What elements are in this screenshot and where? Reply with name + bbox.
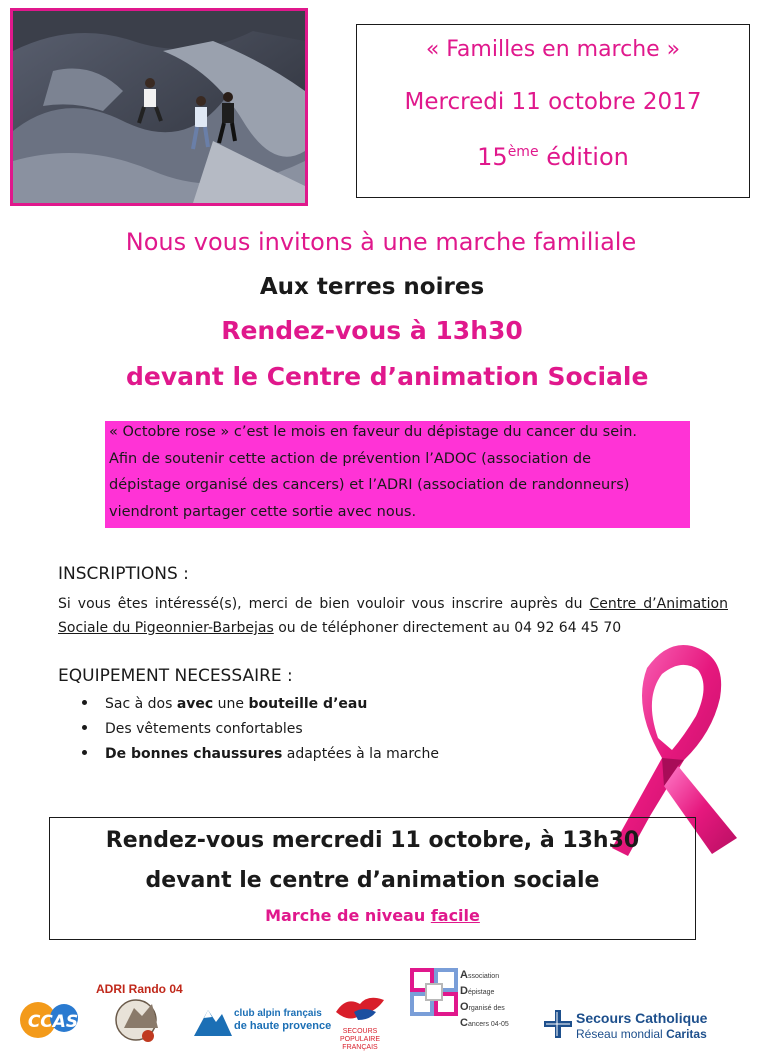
secours-populaire-logo (330, 990, 390, 1051)
equipment-item: De bonnes chaussures adaptées à la marche (82, 746, 439, 762)
adri-rando-logo (96, 978, 182, 1044)
rendezvous-place: devant le centre d’animation sociale (145, 868, 600, 893)
rendezvous-line: Rendez-vous mercredi 11 octobre, à 13h30 (105, 828, 640, 853)
event-header-box (356, 24, 750, 198)
club-alpin-logo (192, 1000, 332, 1040)
caritas-cross-icon (544, 1010, 572, 1038)
edition (357, 143, 749, 171)
hike-photo (10, 8, 308, 206)
octobre-rose-line: viendront partager cette sortie avec nous. (109, 504, 417, 520)
club-alpin-line1: club alpin français (234, 1008, 322, 1019)
club-alpin-line2: de haute provence (234, 1020, 332, 1032)
secours-populaire-text: SECOURS POPULAIRE FRANÇAIS (339, 1028, 381, 1051)
secours-catholique-logo (544, 1008, 724, 1044)
meeting-time: Rendez-vous à 13h30 (221, 316, 523, 345)
event-date: Mercredi 11 octobre 2017 (404, 89, 702, 115)
ccas-logo (18, 998, 88, 1040)
edition-word: édition (546, 143, 629, 171)
inscriptions-text-end: ou de téléphoner directement au 04 92 64 45 70 (273, 620, 622, 636)
equipment-item: Des vêtements confortables (82, 721, 303, 737)
invitation-line: Nous vous invitons à une marche familiale (125, 228, 637, 256)
walk-level-value: facile (430, 906, 480, 925)
edition-number: 15 (477, 143, 508, 171)
equipment-item: Sac à dos avec une bouteille d’eau (82, 696, 367, 712)
bottom-rendezvous-box (49, 817, 696, 940)
octobre-rose-line: Afin de soutenir cette action de prévention l’ADOC (association de (109, 451, 591, 467)
ccas-logo-text: CCAS (27, 1012, 79, 1032)
adoc-logo (410, 968, 514, 1028)
adoc-text: Association Dépistage Organisé des Cancers 04-05 (460, 969, 509, 1029)
meeting-place: devant le Centre d’animation Sociale (126, 362, 649, 391)
bullet-icon (82, 750, 87, 755)
octobre-rose-line: « Octobre rose » c’est le mois en faveur du dépistage du cancer du sein. (109, 424, 637, 440)
inscriptions-title: INSCRIPTIONS : (58, 564, 189, 584)
octobre-rose-box (105, 421, 690, 528)
black-earth-landscape-image (13, 11, 305, 203)
adri-logo-text: ADRI Rando 04 (96, 982, 183, 996)
inscriptions-text-start: Si vous êtes intéressé(s), merci de bien vouloir vous inscrire auprès du (58, 596, 590, 612)
secours-catholique-subtitle: Réseau mondial Caritas (576, 1027, 707, 1041)
bullet-icon (82, 725, 87, 730)
bullet-icon (82, 700, 87, 705)
edition-superscript: ème (507, 144, 539, 160)
octobre-rose-line: dépistage organisé des cancers) et l’ADRI (association de randonneurs) (109, 477, 630, 493)
walk-place: Aux terres noires (259, 274, 485, 300)
inscriptions-text (58, 592, 728, 640)
equipment-title: EQUIPEMENT NECESSAIRE : (58, 666, 293, 686)
event-name: « Familles en marche » (425, 37, 681, 62)
secours-catholique-name: Secours Catholique (576, 1010, 708, 1026)
walk-level: Marche de niveau facile (265, 906, 480, 925)
centre-animation-link[interactable]: Centre d’Animation Sociale du Pigeonnier-Barbejas (58, 596, 728, 636)
